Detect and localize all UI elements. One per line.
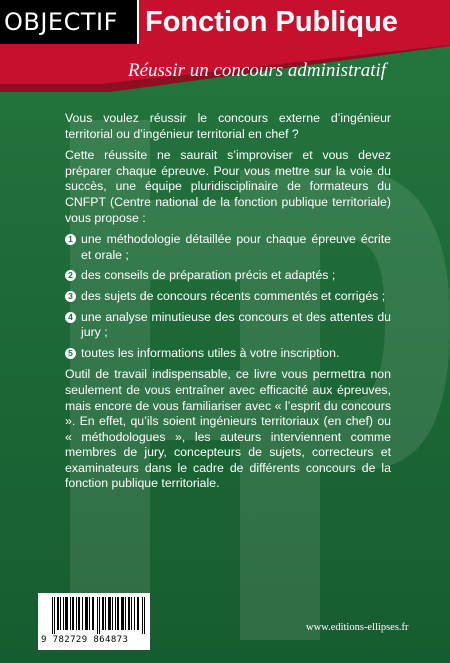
closing-paragraph: Outil de travail indispensable, ce livre vous permettra non seulement de vous entraîner avec efficacité aux épreuves, mais encore de vous familiariser avec « l’esprit du concours ». En effet, qu’ils soient ingénieurs territoriaux (en chef) ou « méthodologues », les auteurs interviennent comme membres de jury, concepteurs de sujets, correcteurs et examinateurs dans le cadre de différents concours de la fonction publique territoriale. [65, 367, 391, 491]
barcode-bars [52, 597, 146, 634]
list-item-text: des sujets de concours récents commentés et corrigés ; [81, 288, 386, 303]
list-item-text: une méthodologie détaillée pour chaque épreuve écrite et orale ; [81, 232, 391, 262]
list-item-text: des conseils de préparation précis et adaptés ; [81, 268, 336, 283]
isbn-barcode [38, 593, 150, 650]
number-bullet-icon: 3 [65, 291, 76, 302]
list-item-text: une analyse minutieuse des concours et des attentes du jury ; [81, 309, 391, 340]
list-item [65, 310, 391, 341]
list-item [65, 232, 391, 263]
isbn-number: 9 782729 864873 [41, 635, 129, 645]
description-paragraph: Cette réussite ne saurait s’improviser et vous devez préparer chaque épreuve. Pour vous mettre sur la voie du succès, une équipe pluridisciplinaire de formateurs du CNFPT (Centre national de la fonction publique territoriale) vous propose : [65, 148, 391, 225]
number-bullet-icon: 1 [65, 234, 76, 245]
series-title: Fonction Publique [139, 0, 450, 44]
number-bullet-icon: 2 [65, 270, 76, 281]
series-label: OBJECTIF [0, 0, 137, 44]
cover-subtitle: Réussir un concours administratif [128, 60, 387, 81]
benefits-list [65, 232, 391, 361]
list-item [65, 346, 391, 362]
list-item-text: toutes les informations utiles à votre inscription. [81, 345, 340, 360]
publisher-url: www.editions-ellipses.fr [306, 622, 409, 633]
number-bullet-icon: 5 [65, 348, 76, 359]
list-item [65, 268, 391, 284]
back-cover-text [65, 111, 391, 498]
intro-paragraph: Vous voulez réussir le concours externe d’ingénieur territorial ou d’ingénieur territorial en chef ? [65, 111, 391, 141]
list-item [65, 289, 391, 305]
header-bar [0, 0, 450, 44]
number-bullet-icon: 4 [65, 312, 76, 323]
